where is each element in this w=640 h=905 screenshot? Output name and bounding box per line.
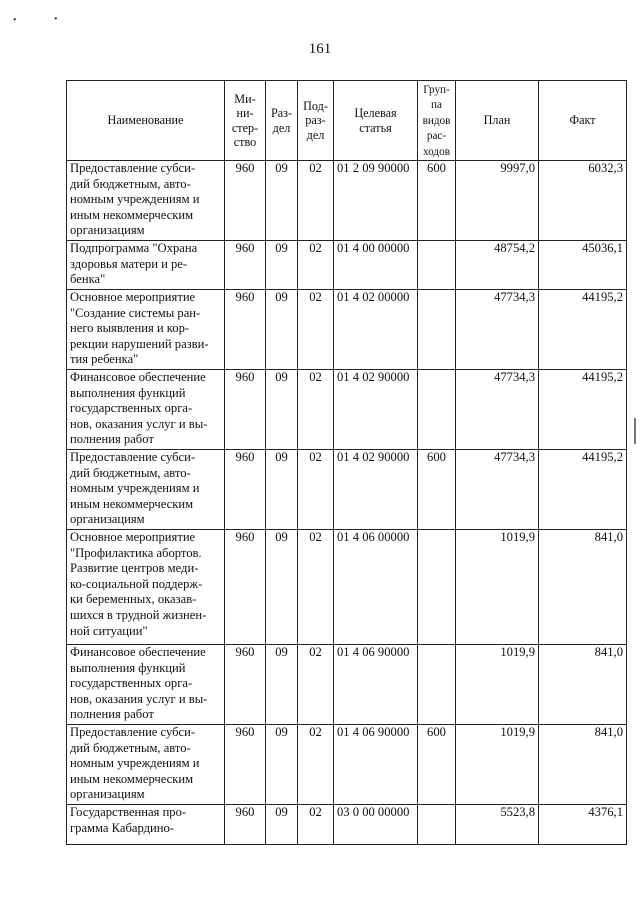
table-row bbox=[67, 530, 627, 645]
cell-section: 09 bbox=[266, 805, 298, 845]
header-ministry bbox=[225, 81, 266, 161]
cell-subsection: 02 bbox=[298, 290, 334, 370]
cell-subsection: 02 bbox=[298, 450, 334, 530]
cell-expense-group bbox=[418, 290, 456, 370]
cell-plan: 47734,3 bbox=[456, 450, 539, 530]
cell-fact: 6032,3 bbox=[539, 161, 627, 241]
header-target-article-label: Целевая статья bbox=[354, 106, 397, 135]
cell-expense-group bbox=[418, 530, 456, 645]
cell-name: Государственная про- грамма Кабардино- bbox=[67, 805, 225, 845]
header-expense-group-label: Груп- па видов рас- ходов bbox=[422, 84, 451, 158]
cell-target-article: 01 4 02 00000 bbox=[334, 290, 418, 370]
cell-target-article: 01 4 06 90000 bbox=[334, 645, 418, 725]
cell-ministry: 960 bbox=[225, 805, 266, 845]
cell-fact: 841,0 bbox=[539, 645, 627, 725]
cell-section: 09 bbox=[266, 450, 298, 530]
cell-expense-group bbox=[418, 645, 456, 725]
table-row bbox=[67, 645, 627, 725]
cell-section: 09 bbox=[266, 530, 298, 645]
header-subsection bbox=[298, 81, 334, 161]
cell-target-article: 01 4 02 90000 bbox=[334, 370, 418, 450]
cell-name: Подпрограмма "Охрана здоровья матери и ре- бенка" bbox=[67, 241, 225, 290]
header-section-label: Раз- дел bbox=[270, 106, 293, 135]
cell-expense-group bbox=[418, 241, 456, 290]
cell-fact: 841,0 bbox=[539, 530, 627, 645]
header-plan-label: План bbox=[483, 113, 511, 128]
cell-fact: 44195,2 bbox=[539, 450, 627, 530]
header-plan bbox=[456, 81, 539, 161]
cell-expense-group: 600 bbox=[418, 725, 456, 805]
table-row bbox=[67, 450, 627, 530]
header-expense-group bbox=[418, 81, 456, 161]
cell-expense-group bbox=[418, 370, 456, 450]
cell-expense-group: 600 bbox=[418, 161, 456, 241]
cell-subsection: 02 bbox=[298, 241, 334, 290]
cell-name: Предоставление субси- дий бюджетным, авто- номным учреждениям и иным некоммерческим организациям bbox=[67, 725, 225, 805]
cell-ministry: 960 bbox=[225, 725, 266, 805]
cell-plan: 47734,3 bbox=[456, 370, 539, 450]
cell-target-article: 01 4 02 90000 bbox=[334, 450, 418, 530]
cell-section: 09 bbox=[266, 645, 298, 725]
cell-plan: 47734,3 bbox=[456, 290, 539, 370]
header-name-label: Наименование bbox=[107, 113, 184, 128]
cell-plan: 48754,2 bbox=[456, 241, 539, 290]
table-row bbox=[67, 241, 627, 290]
cell-fact: 44195,2 bbox=[539, 370, 627, 450]
header-fact-label: Факт bbox=[569, 113, 596, 128]
cell-section: 09 bbox=[266, 241, 298, 290]
cell-subsection: 02 bbox=[298, 805, 334, 845]
cell-subsection: 02 bbox=[298, 161, 334, 241]
cell-target-article: 01 2 09 90000 bbox=[334, 161, 418, 241]
header-target-article bbox=[334, 81, 418, 161]
cell-ministry: 960 bbox=[225, 241, 266, 290]
cell-ministry: 960 bbox=[225, 370, 266, 450]
cell-fact: 841,0 bbox=[539, 725, 627, 805]
cell-ministry: 960 bbox=[225, 290, 266, 370]
scan-edge-line bbox=[634, 418, 636, 444]
cell-target-article: 03 0 00 00000 bbox=[334, 805, 418, 845]
cell-subsection: 02 bbox=[298, 530, 334, 645]
cell-plan: 5523,8 bbox=[456, 805, 539, 845]
cell-fact: 44195,2 bbox=[539, 290, 627, 370]
cell-plan: 1019,9 bbox=[456, 645, 539, 725]
budget-table bbox=[66, 80, 627, 845]
table-row bbox=[67, 370, 627, 450]
table-row bbox=[67, 161, 627, 241]
cell-name: Предоставление субси- дий бюджетным, авто- номным учреждениям и иным некоммерческим организациям bbox=[67, 450, 225, 530]
cell-expense-group bbox=[418, 805, 456, 845]
cell-ministry: 960 bbox=[225, 530, 266, 645]
header-subsection-label: Под- раз- дел bbox=[303, 99, 328, 142]
cell-section: 09 bbox=[266, 725, 298, 805]
header-ministry-label: Ми- ни- стер- ство bbox=[231, 92, 259, 149]
cell-fact: 4376,1 bbox=[539, 805, 627, 845]
table-header-row bbox=[67, 81, 627, 161]
cell-name: Основное мероприятие "Создание системы ран- него выявления и кор- рекции нарушений разви- тия ребенка" bbox=[67, 290, 225, 370]
header-name bbox=[67, 81, 225, 161]
cell-section: 09 bbox=[266, 290, 298, 370]
cell-plan: 1019,9 bbox=[456, 725, 539, 805]
cell-target-article: 01 4 06 00000 bbox=[334, 530, 418, 645]
scan-speck-mark: • bbox=[13, 15, 17, 26]
cell-plan: 9997,0 bbox=[456, 161, 539, 241]
cell-expense-group: 600 bbox=[418, 450, 456, 530]
header-section bbox=[266, 81, 298, 161]
table-body bbox=[67, 161, 627, 845]
cell-subsection: 02 bbox=[298, 725, 334, 805]
cell-target-article: 01 4 00 00000 bbox=[334, 241, 418, 290]
cell-section: 09 bbox=[266, 370, 298, 450]
cell-name: Основное мероприятие "Профилактика абортов. Развитие центров меди- ко-социальной поддерж- ки беременных, оказав- шихся в трудной жизнен- ной ситуации" bbox=[67, 530, 225, 645]
cell-plan: 1019,9 bbox=[456, 530, 539, 645]
scan-speck-mark: • bbox=[54, 14, 58, 25]
table-row bbox=[67, 805, 627, 845]
cell-name: Предоставление субси- дий бюджетным, авто- номным учреждениям и иным некоммерческим организациям bbox=[67, 161, 225, 241]
page-number: 161 bbox=[308, 41, 332, 57]
cell-ministry: 960 bbox=[225, 450, 266, 530]
cell-subsection: 02 bbox=[298, 370, 334, 450]
table-row bbox=[67, 290, 627, 370]
header-fact bbox=[539, 81, 627, 161]
cell-ministry: 960 bbox=[225, 645, 266, 725]
cell-name: Финансовое обеспечение выполнения функций государственных орга- нов, оказания услуг и вы- полнения работ bbox=[67, 645, 225, 725]
cell-section: 09 bbox=[266, 161, 298, 241]
cell-target-article: 01 4 06 90000 bbox=[334, 725, 418, 805]
cell-name: Финансовое обеспечение выполнения функций государственных орга- нов, оказания услуг и вы- полнения работ bbox=[67, 370, 225, 450]
table-row bbox=[67, 725, 627, 805]
cell-subsection: 02 bbox=[298, 645, 334, 725]
cell-fact: 45036,1 bbox=[539, 241, 627, 290]
cell-ministry: 960 bbox=[225, 161, 266, 241]
